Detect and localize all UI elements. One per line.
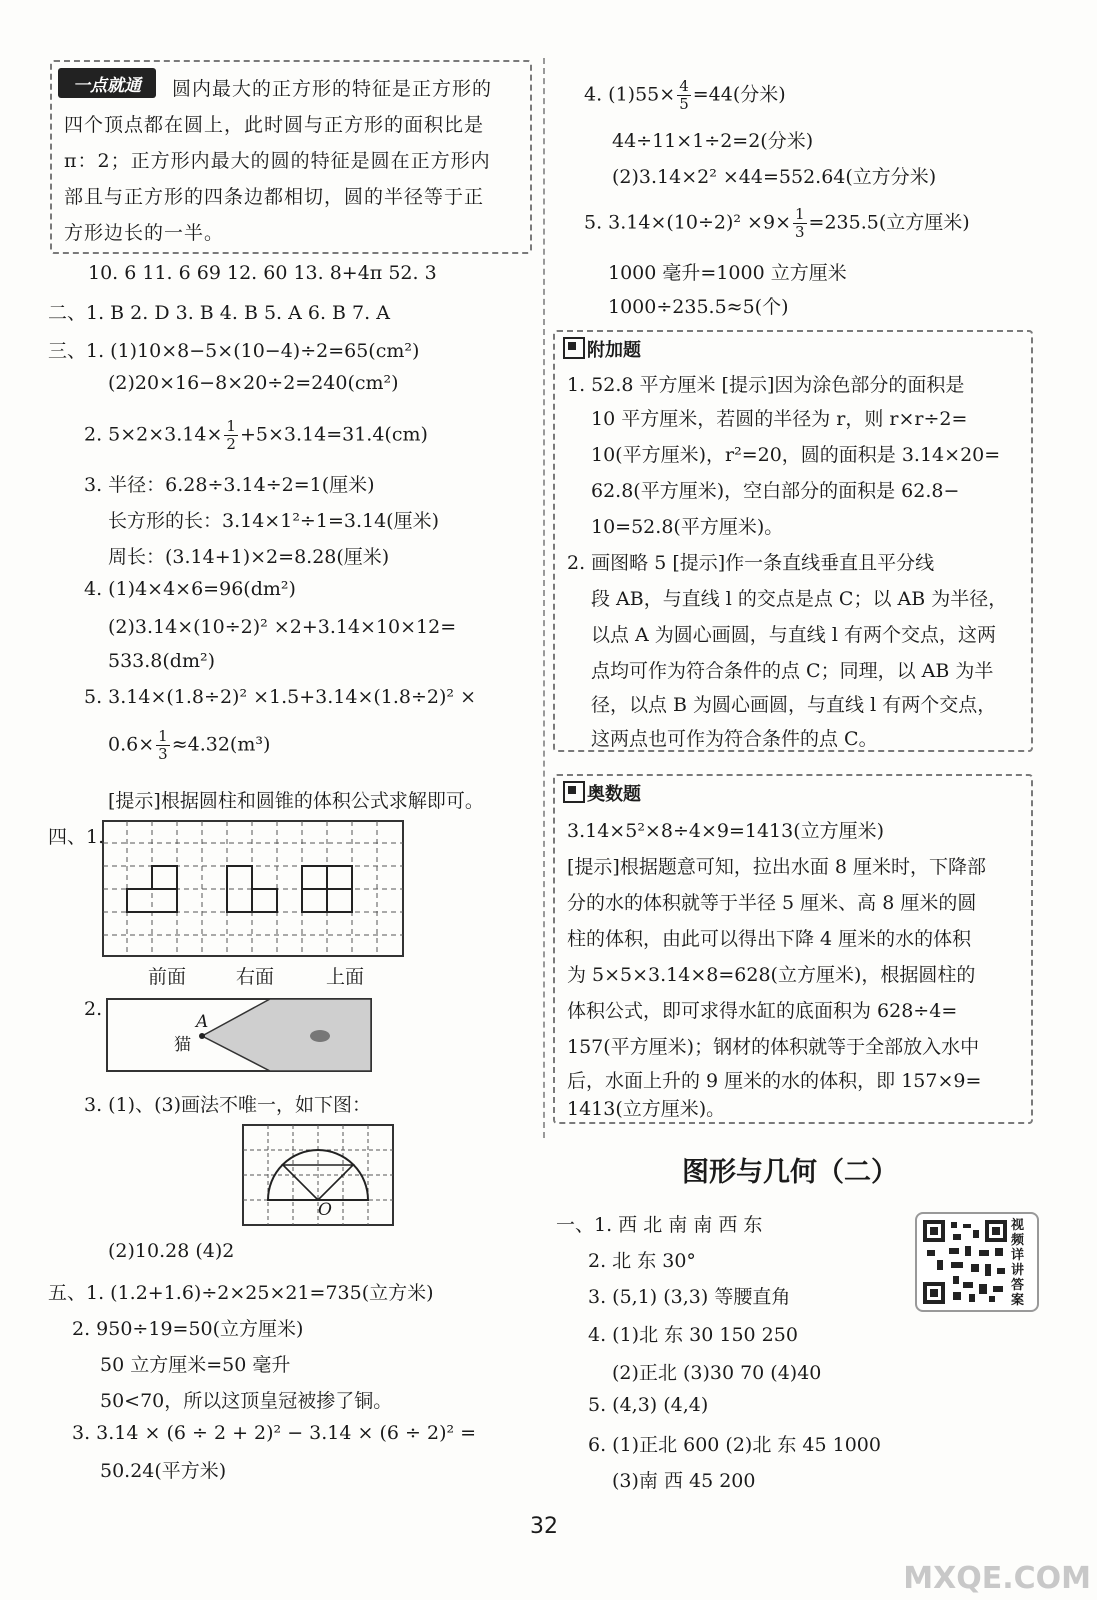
extra-line: 10(平方厘米)，r²=20，圆的面积是 3.14×20= — [591, 444, 1001, 466]
s3-q3b: 长方形的长：3.14×1²÷1=3.14(厘米) — [108, 510, 439, 532]
olympiad-line: 分的水的体积就等于半径 5 厘米、高 8 厘米的圆 — [567, 892, 977, 914]
answer-line-10-13: 10. 6 11. 6 69 12. 60 13. 8+4π 52. 3 — [88, 262, 437, 284]
r-q5c: 1000÷235.5≈5(个) — [608, 296, 789, 318]
tip-line-2: 四个顶点都在圆上，此时圆与正方形的面积比是 — [64, 114, 485, 136]
point-o-label: O — [318, 1200, 332, 1220]
fraction-half: $\frac{1}{2}$ — [226, 417, 236, 453]
s5-q3b: 50.24(平方米) — [100, 1460, 227, 1482]
s3-q1b: (2)20×16−8×20÷2=240(cm²) — [108, 372, 399, 394]
olympiad-line: 3.14×5²×8÷4×9=1413(立方厘米) — [567, 820, 885, 842]
mouse-icon — [310, 1030, 330, 1042]
tip-line-1: 圆内最大的正方形的特征是正方形的 — [172, 78, 493, 100]
s4-q3: 3. (1)、(3)画法不唯一，如下图： — [84, 1094, 371, 1116]
olympiad-line: 为 5×5×3.14×8=628(立方厘米)，根据圆柱的 — [567, 964, 976, 986]
tip-line-3: π：2；正方形内最大的圆的特征是圆在正方形内 — [64, 150, 491, 172]
r-q5b: 1000 毫升=1000 立方厘米 — [608, 262, 847, 284]
s3-q5a: 5. 3.14×(1.8÷2)² ×1.5+3.14×(1.8÷2)² × — [84, 686, 477, 708]
extra-line: 点均可作为符合条件的点 C；同理，以 AB 为半 — [591, 660, 994, 682]
s4-q2-label: 2. — [84, 998, 103, 1020]
s3-q1a: 三、1. (1)10×8−5×(10−4)÷2=65(cm²) — [48, 340, 420, 362]
s3-q2-pre: 2. 5×2×3.14× — [84, 423, 223, 446]
r-q4b: 44÷11×1÷2=2(分米) — [612, 130, 814, 152]
s3-q5b: 0.6× $\frac{1}{3}$ ≈4.32(m³) — [108, 727, 271, 763]
olympiad-title: 奥数题 — [563, 780, 641, 806]
r-q4c: (2)3.14×2² ×44=552.64(立方分米) — [612, 166, 937, 188]
fraction-four-fifths: $\frac{4}{5}$ — [679, 77, 689, 113]
extra-line: 径，以点 B 为圆心画圆，与直线 l 有两个交点， — [591, 694, 997, 716]
s5-q3a: 3. 3.14 × (6 ÷ 2 + 2)² − 3.14 × (6 ÷ 2)² = — [72, 1422, 477, 1444]
g-q5: 5. (4,3) (4,4) — [588, 1394, 709, 1416]
olympiad-icon — [563, 781, 585, 803]
point-a-dot — [199, 1033, 205, 1039]
extra-line: 62.8(平方厘米)，空白部分的面积是 62.8− — [591, 480, 960, 502]
s3-hint: [提示]根据圆柱和圆锥的体积公式求解即可。 — [108, 790, 484, 812]
qr-code-icon — [923, 1220, 1007, 1304]
extra-line: 2. 画图略 5 [提示]作一条直线垂直且平分线 — [567, 552, 935, 574]
point-a-label: A — [196, 1012, 209, 1032]
olympiad-line: 体积公式，即可求得水缸的底面积为 628÷4= — [567, 1000, 958, 1022]
extra-line: 1. 52.8 平方厘米 [提示]因为涂色部分的面积是 — [567, 374, 965, 396]
tip-line-5: 方形边长的一半。 — [64, 222, 225, 244]
section-2-answers: 二、1. B 2. D 3. B 4. B 5. A 6. B 7. A — [48, 302, 390, 324]
extra-line: 10 平方厘米，若圆的半径为 r，则 r×r÷2= — [591, 408, 968, 430]
g-q3: 3. (5,1) (3,3) 等腰直角 — [588, 1286, 791, 1308]
extra-line: 这两点也可作为符合条件的点 C。 — [591, 728, 878, 750]
olympiad-box — [553, 774, 1033, 1124]
fraction-third-right: $\frac{1}{3}$ — [795, 205, 805, 241]
s3-q2 — [84, 418, 428, 453]
cat-label: 猫 — [174, 1035, 191, 1055]
extra-icon — [563, 337, 585, 359]
s5-q1: 五、1. (1.2+1.6)÷2×25×21=735(立方米) — [48, 1282, 434, 1304]
s3-q4b: (2)3.14×(10÷2)² ×2+3.14×10×12= — [108, 616, 457, 638]
s5-q2c: 50<70，所以这顶皇冠被掺了铜。 — [100, 1390, 393, 1412]
r-q5a: 5. 3.14×(10÷2)² ×9× $\frac{1}{3}$ =235.5(立方厘米) — [584, 205, 970, 241]
section-title: 图形与几何（二） — [682, 1157, 898, 1188]
view-label-front: 前面 — [148, 966, 187, 988]
s3-q4a: 4. (1)4×4×6=96(dm²) — [84, 578, 296, 600]
qr-label: 视频详讲答案 — [1011, 1218, 1025, 1308]
extra-line: 10=52.8(平方厘米)。 — [591, 516, 784, 538]
g-q2: 2. 北 东 30° — [588, 1250, 696, 1272]
extra-problems-box — [553, 330, 1033, 752]
olympiad-line: 后，水面上升的 9 厘米的水的体积，即 157×9= — [567, 1070, 982, 1092]
watermark: MXQE.COM — [903, 1561, 1091, 1596]
g-q6b: (3)南 西 45 200 — [612, 1470, 756, 1492]
extra-line: 以点 A 为圆心画圆，与直线 l 有两个交点，这两 — [591, 624, 996, 646]
extra-title: 附加题 — [563, 336, 641, 362]
qr-code-block[interactable] — [915, 1212, 1039, 1312]
s5-q2b: 50 立方厘米=50 毫升 — [100, 1354, 291, 1376]
s5-q2a: 2. 950÷19=50(立方厘米) — [72, 1318, 304, 1340]
s4-q3b: (2)10.28 (4)2 — [108, 1240, 235, 1262]
s3-q2-post: +5×3.14=31.4(cm) — [239, 423, 428, 446]
view-label-right: 右面 — [236, 966, 275, 988]
tip-box — [50, 60, 532, 254]
g-q4b: (2)正北 (3)30 70 (4)40 — [612, 1362, 822, 1384]
olympiad-line: [提示]根据题意可知，拉出水面 8 厘米时，下降部 — [567, 856, 986, 878]
olympiad-line: 柱的体积，由此可以得出下降 4 厘米的水的体积 — [567, 928, 972, 950]
column-divider — [543, 58, 545, 1138]
extra-line: 段 AB，与直线 l 的交点是点 C；以 AB 为半径， — [591, 588, 1008, 610]
tip-line-4: 部且与正方形的四条边都相切，圆的半径等于正 — [64, 186, 485, 208]
fraction-third: $\frac{1}{3}$ — [158, 727, 168, 763]
cat-diagram — [106, 998, 372, 1074]
r-q4a: 4. (1)55× $\frac{4}{5}$ =44(分米) — [584, 77, 786, 113]
page-number: 32 — [530, 1514, 558, 1539]
g-q6a: 6. (1)正北 600 (2)北 东 45 1000 — [588, 1434, 881, 1456]
tip-tag: 一点就通 — [58, 68, 156, 98]
g-q1: 一、1. 西 北 南 南 西 东 — [556, 1214, 763, 1236]
s4-q1-label: 四、1. — [48, 826, 105, 848]
s3-q3c: 周长：(3.14+1)×2=8.28(厘米) — [108, 546, 390, 568]
olympiad-line: 157(平方厘米)；钢材的体积就等于全部放入水中 — [567, 1036, 980, 1058]
g-q4a: 4. (1)北 东 30 150 250 — [588, 1324, 798, 1346]
s3-q4c: 533.8(dm²) — [108, 650, 216, 672]
s3-q3a: 3. 半径：6.28÷3.14÷2=1(厘米) — [84, 474, 375, 496]
view-label-top: 上面 — [326, 966, 365, 988]
three-view-grid — [102, 820, 406, 960]
olympiad-line: 1413(立方厘米)。 — [567, 1098, 726, 1120]
